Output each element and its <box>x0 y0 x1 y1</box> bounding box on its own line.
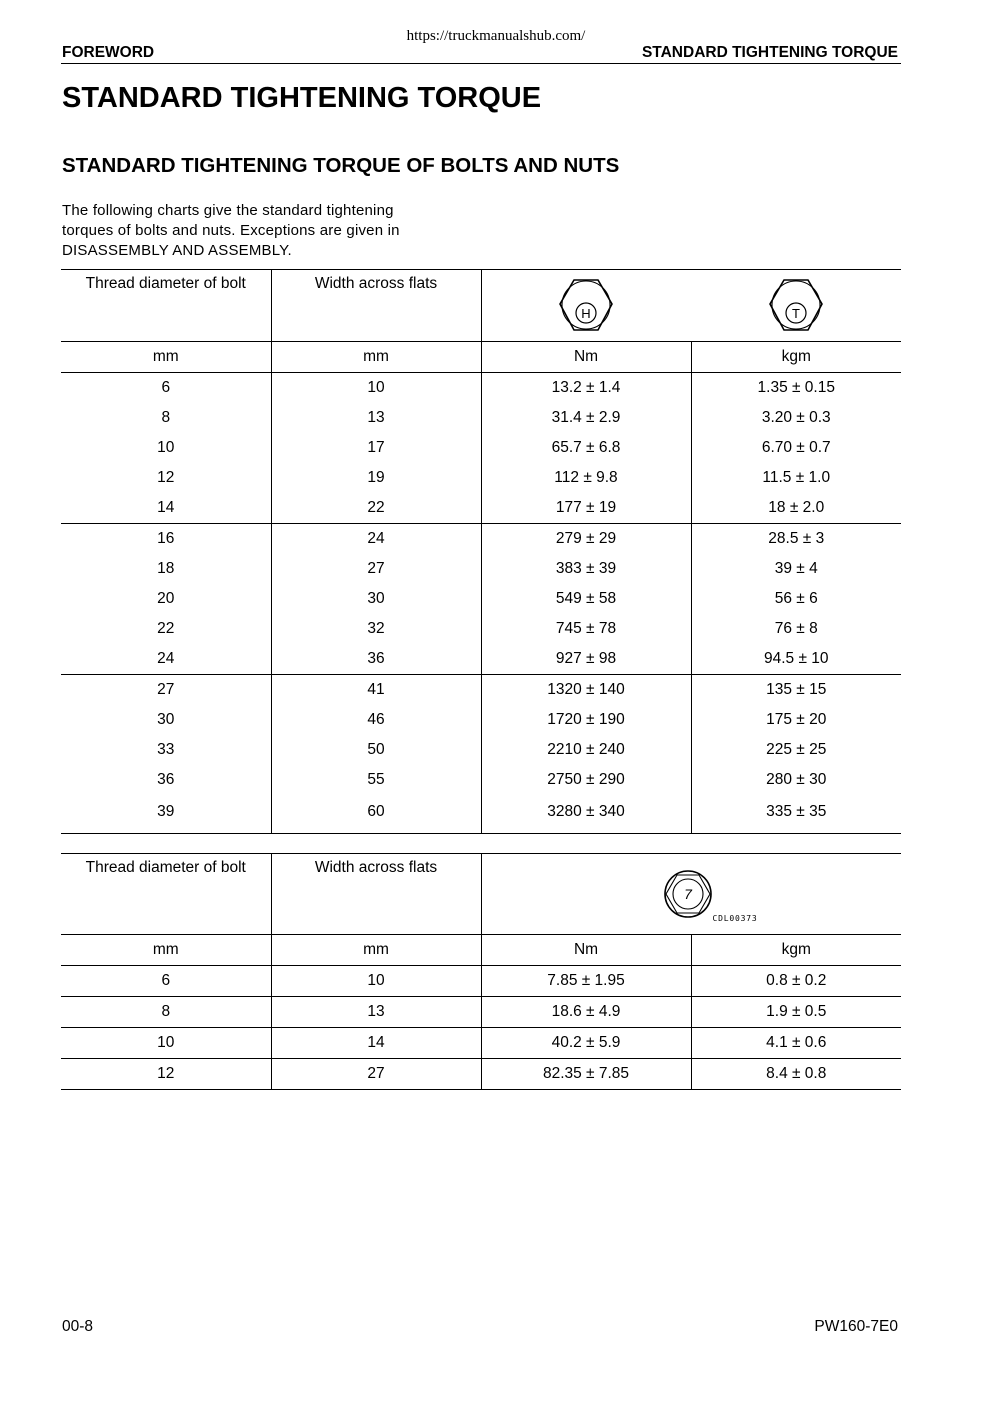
hex-bolt-h-icon <box>557 278 615 334</box>
thread-diameter-cell: 33 <box>61 735 271 765</box>
torque-nm-cell: 927 ± 98 <box>481 644 691 675</box>
thread-diameter-cell: 10 <box>61 1028 271 1059</box>
thread-diameter-header: Thread diameter of bolt <box>61 270 271 342</box>
width-across-flats-cell: 41 <box>271 675 481 706</box>
torque-kgm-cell: 0.8 ± 0.2 <box>691 966 901 997</box>
torque-kgm-cell: 18 ± 2.0 <box>691 493 901 524</box>
torque-nm-cell: 18.6 ± 4.9 <box>481 997 691 1028</box>
bolt-grade-number: 7 <box>683 885 692 902</box>
hex-bolt-t-icon <box>767 278 825 334</box>
width-across-flats-cell: 55 <box>271 765 481 795</box>
torque-nm-cell: 177 ± 19 <box>481 493 691 524</box>
width-across-flats-cell: 60 <box>271 795 481 834</box>
thread-diameter-cell: 8 <box>61 997 271 1028</box>
table-row <box>61 765 901 795</box>
bolt-grade-letter: T <box>792 305 801 321</box>
thread-diameter-cell: 16 <box>61 524 271 555</box>
thread-diameter-cell: 39 <box>61 795 271 834</box>
torque-table-hex-bolts <box>61 269 901 834</box>
unit-cell: Nm <box>481 935 691 966</box>
thread-diameter-cell: 30 <box>61 705 271 735</box>
width-across-flats-cell: 32 <box>271 614 481 644</box>
unit-cell: kgm <box>691 342 901 373</box>
table-row <box>61 554 901 584</box>
table-row <box>61 493 901 524</box>
torque-nm-cell: 383 ± 39 <box>481 554 691 584</box>
intro-line: torques of bolts and nuts. Exceptions are given in <box>62 222 400 239</box>
source-url: https://truckmanualshub.com/ <box>406 28 586 44</box>
torque-nm-cell: 3280 ± 340 <box>481 795 691 834</box>
width-across-flats-cell: 50 <box>271 735 481 765</box>
thread-diameter-cell: 24 <box>61 644 271 675</box>
torque-kgm-cell: 225 ± 25 <box>766 741 827 758</box>
width-across-flats-cell: 19 <box>271 463 481 493</box>
torque-nm-cell: 112 ± 9.8 <box>481 463 691 493</box>
intro-paragraph <box>62 201 472 261</box>
thread-diameter-cell: 10 <box>61 433 271 463</box>
torque-kgm-cell: 28.5 ± 3 <box>768 530 825 547</box>
table-row <box>61 735 901 765</box>
table-row <box>61 1028 901 1059</box>
torque-kgm-cell: 11.5 ± 1.0 <box>762 469 831 486</box>
width-across-flats-cell: 14 <box>271 1028 481 1059</box>
torque-nm-cell: 549 ± 58 <box>481 584 691 614</box>
width-across-flats-cell: 10 <box>271 373 481 404</box>
section-title: STANDARD TIGHTENING TORQUE OF BOLTS AND NUTS <box>62 154 620 177</box>
thread-diameter-cell: 36 <box>61 765 271 795</box>
thread-diameter-cell: 12 <box>61 463 271 493</box>
intro-line: The following charts give the standard tightening <box>62 202 394 219</box>
torque-kgm-cell: 3.20 ± 0.3 <box>761 409 831 426</box>
thread-diameter-cell: 12 <box>61 1059 271 1090</box>
flange-bolt-7-icon <box>662 868 714 920</box>
unit-cell: mm <box>271 935 481 966</box>
thread-diameter-cell: 22 <box>61 614 271 644</box>
thread-diameter-header: Thread diameter of bolt <box>61 854 271 935</box>
units-row <box>61 342 901 373</box>
torque-nm-cell: 40.2 ± 5.9 <box>481 1028 691 1059</box>
torque-nm-cell: 2210 ± 240 <box>481 735 691 765</box>
torque-nm-cell: 1320 ± 140 <box>481 675 691 706</box>
table-row <box>61 403 901 433</box>
header-section-label: FOREWORD <box>62 44 155 61</box>
torque-table-flange-bolts <box>61 853 901 1090</box>
thread-diameter-cell: 27 <box>61 675 271 706</box>
model-code: PW160-7E0 <box>814 1318 898 1335</box>
torque-nm-cell: 31.4 ± 2.9 <box>481 403 691 433</box>
width-across-flats-cell: 13 <box>271 997 481 1028</box>
units-row <box>61 935 901 966</box>
torque-nm-cell: 1720 ± 190 <box>481 705 691 735</box>
thread-diameter-cell: 6 <box>61 966 271 997</box>
thread-diameter-cell: 6 <box>61 373 271 404</box>
table-row <box>61 675 901 706</box>
torque-kgm-cell: 335 ± 35 <box>691 795 901 834</box>
thread-diameter-cell: 8 <box>61 403 271 433</box>
torque-kgm-cell: 94.5 ± 10 <box>691 644 901 675</box>
figure-code: CDL00373 <box>712 913 758 923</box>
torque-kgm-cell: 6.70 ± 0.7 <box>761 439 831 456</box>
width-across-flats-cell: 36 <box>271 644 481 675</box>
width-across-flats-cell: 22 <box>271 493 481 524</box>
thread-diameter-cell: 14 <box>61 493 271 524</box>
width-across-flats-cell: 46 <box>271 705 481 735</box>
width-across-flats-cell: 27 <box>271 1059 481 1090</box>
table-row <box>61 1059 901 1090</box>
torque-nm-cell: 65.7 ± 6.8 <box>481 433 691 463</box>
bolt-grade-letter: H <box>581 305 592 321</box>
torque-kgm-cell: 56 ± 6 <box>774 590 818 607</box>
width-across-flats-cell: 17 <box>271 433 481 463</box>
torque-kgm-cell: 1.9 ± 0.5 <box>691 997 901 1028</box>
intro-line: DISASSEMBLY AND ASSEMBLY. <box>62 242 292 259</box>
table-row <box>61 373 901 404</box>
page-title: STANDARD TIGHTENING TORQUE <box>62 82 542 114</box>
torque-kgm-cell: 39 ± 4 <box>774 560 818 577</box>
table-row <box>61 795 901 834</box>
width-across-flats-header: Width across flats <box>271 854 481 935</box>
table-row <box>61 644 901 675</box>
width-across-flats-header: Width across flats <box>271 270 481 342</box>
table-header-row <box>61 854 901 935</box>
torque-nm-cell: 82.35 ± 7.85 <box>481 1059 691 1090</box>
thread-diameter-cell: 18 <box>61 554 271 584</box>
width-across-flats-cell: 30 <box>271 584 481 614</box>
page-number: 00-8 <box>62 1318 94 1335</box>
width-across-flats-cell: 27 <box>271 554 481 584</box>
unit-cell: mm <box>61 342 271 373</box>
torque-kgm-cell: 8.4 ± 0.8 <box>691 1059 901 1090</box>
table-row <box>61 997 901 1028</box>
torque-kgm-cell: 76 ± 8 <box>774 620 818 637</box>
torque-kgm-cell: 175 ± 20 <box>766 711 827 728</box>
table-header-row <box>61 270 901 342</box>
torque-nm-cell: 2750 ± 290 <box>481 765 691 795</box>
header-rule <box>61 63 901 64</box>
unit-cell: kgm <box>691 935 901 966</box>
thread-diameter-cell: 20 <box>61 584 271 614</box>
torque-nm-cell: 7.85 ± 1.95 <box>481 966 691 997</box>
torque-kgm-cell: 1.35 ± 0.15 <box>757 379 835 396</box>
table-row <box>61 614 901 644</box>
torque-nm-cell: 13.2 ± 1.4 <box>481 373 691 404</box>
width-across-flats-cell: 10 <box>271 966 481 997</box>
header-topic-label: STANDARD TIGHTENING TORQUE <box>641 44 898 61</box>
table-row <box>61 705 901 735</box>
unit-cell: mm <box>61 935 271 966</box>
torque-kgm-cell: 4.1 ± 0.6 <box>691 1028 901 1059</box>
bolt-type-icon-cell <box>481 854 901 935</box>
torque-kgm-cell: 135 ± 15 <box>766 681 827 698</box>
table-row <box>61 524 901 555</box>
width-across-flats-cell: 13 <box>271 403 481 433</box>
unit-cell: Nm <box>481 342 691 373</box>
table-row <box>61 433 901 463</box>
torque-kgm-cell: 280 ± 30 <box>766 771 827 788</box>
width-across-flats-cell: 24 <box>271 524 481 555</box>
torque-nm-cell: 279 ± 29 <box>481 524 691 555</box>
torque-nm-cell: 745 ± 78 <box>481 614 691 644</box>
unit-cell: mm <box>271 342 481 373</box>
table-row <box>61 584 901 614</box>
bolt-type-icons-cell <box>481 270 901 342</box>
table-row <box>61 966 901 997</box>
table-row <box>61 463 901 493</box>
